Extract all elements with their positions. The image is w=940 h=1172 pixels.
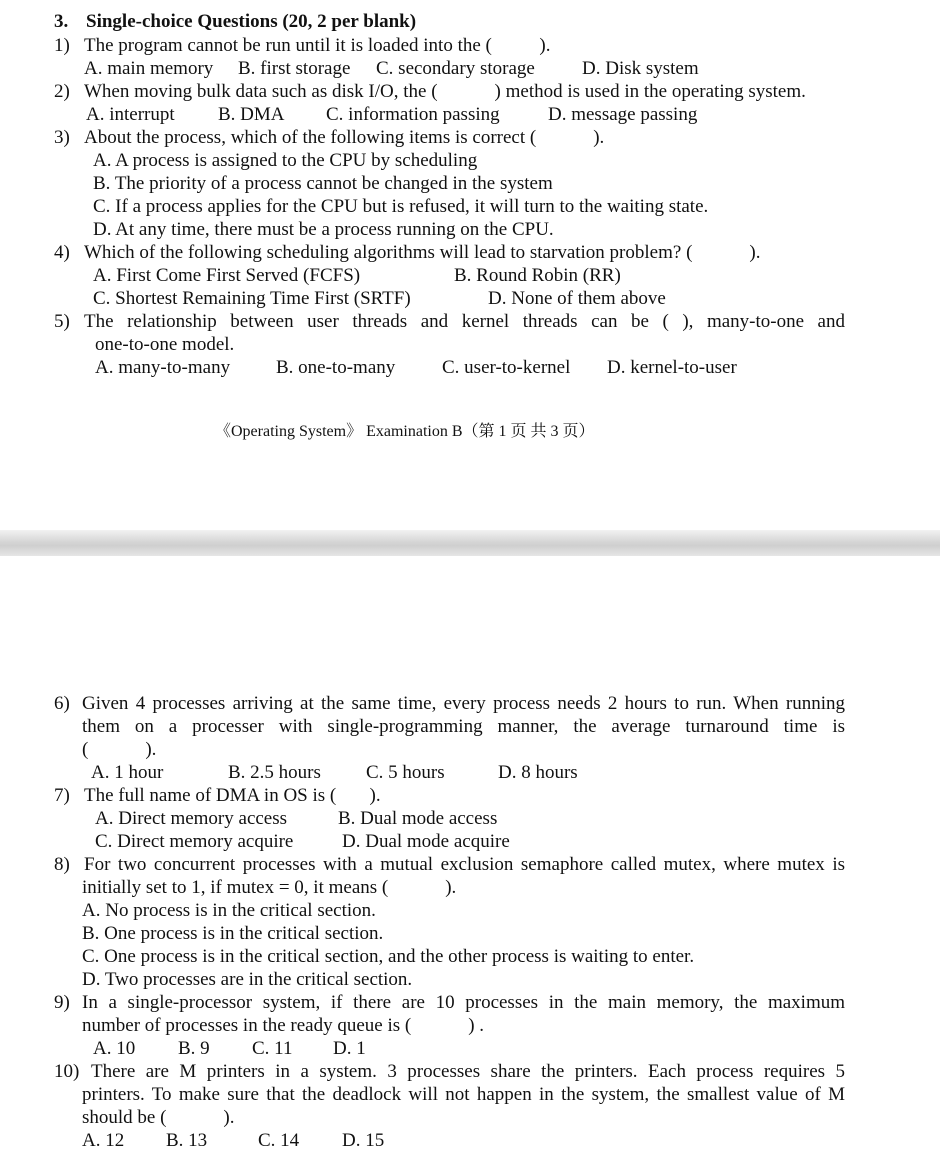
option-c: C. 11 [252,1038,293,1059]
question-text: When moving bulk data such as disk I/O, the ( ) method is used in the operating system. [84,81,806,102]
question-text-cont: ( ). [82,739,157,760]
option-d: D. At any time, there must be a process running on the CPU. [93,219,554,240]
question-text-cont: them on a processer with single-programming manner, the average turnaround time is [82,716,845,737]
option-a: A. main memory [84,58,214,79]
question-number: 6) [54,693,70,714]
question-text-cont: number of processes in the ready queue is ( ) . [82,1015,485,1036]
question-text: The program cannot be run until it is loaded into the ( ). [84,35,551,56]
question-text: For two concurrent processes with a mutual exclusion semaphore called mutex, where mutex is [84,854,845,875]
option-d: D. Disk system [582,58,699,79]
option-d: D. Dual mode acquire [342,831,510,852]
option-b: B. The priority of a process cannot be changed in the system [93,173,553,194]
question-number: 3) [54,127,70,148]
option-c: C. Shortest Remaining Time First (SRTF) [93,288,411,309]
question-number: 4) [54,242,70,263]
page-footer: 《Operating System》 Examination B（第 1 页 共 3 页） [215,423,595,440]
question-text: There are M printers in a system. 3 processes share the printers. Each process requires 5 [91,1061,845,1082]
option-b: B. one-to-many [276,357,396,378]
question-text-cont: initially set to 1, if mutex = 0, it means ( ). [82,877,457,898]
option-c: C. user-to-kernel [442,357,571,378]
option-b: B. DMA [218,104,285,125]
exam-page-1 [0,0,940,530]
question-text-cont: one-to-one model. [95,334,235,355]
question-text: In a single-processor system, if there are 10 processes in the main memory, the maximum [82,992,845,1013]
option-a: A. interrupt [86,104,175,125]
question-text-cont: should be ( ). [82,1107,235,1128]
option-c: C. 14 [258,1130,300,1151]
question-number: 2) [54,81,70,102]
option-d: D. Two processes are in the critical section. [82,969,413,990]
option-d: D. 15 [342,1130,385,1151]
option-a: A. 12 [82,1130,125,1151]
option-c: C. One process is in the critical section, and the other process is waiting to enter. [82,946,695,967]
option-a: A. No process is in the critical section. [82,900,376,921]
option-c: C. If a process applies for the CPU but is refused, it will turn to the waiting state. [93,196,709,217]
option-b: B. first storage [238,58,351,79]
question-text: About the process, which of the following items is correct ( ). [84,127,605,148]
exam-page-2 [0,556,940,1172]
option-c: C. information passing [326,104,500,125]
option-d: D. 1 [333,1038,366,1059]
section-number: 3. [54,11,69,32]
option-a: A. 1 hour [91,762,164,783]
question-text: Which of the following scheduling algorithms will lead to starvation problem? ( ). [84,242,761,263]
option-a: A. many-to-many [95,357,231,378]
option-b: B. 2.5 hours [228,762,321,783]
option-d: D. 8 hours [498,762,578,783]
option-a: A. First Come First Served (FCFS) [93,265,361,286]
question-text-cont: printers. To make sure that the deadlock will not happen in the system, the smallest value of M [82,1084,845,1105]
question-number: 5) [54,311,70,332]
section-title: Single-choice Questions (20, 2 per blank) [86,11,417,32]
option-a: A. Direct memory access [95,808,288,829]
option-a: A. 10 [93,1038,136,1059]
question-number: 8) [54,854,70,875]
page-separator [0,530,940,556]
option-c: C. 5 hours [366,762,445,783]
option-d: D. None of them above [488,288,666,309]
option-d: D. message passing [548,104,698,125]
question-number: 10) [54,1061,80,1082]
question-text: Given 4 processes arriving at the same time, every process needs 2 hours to run. When running [82,693,845,714]
option-c: C. secondary storage [376,58,535,79]
option-b: B. Round Robin (RR) [454,265,621,286]
option-b: B. 13 [166,1130,208,1151]
option-d: D. kernel-to-user [607,357,737,378]
question-number: 9) [54,992,70,1013]
option-b: B. One process is in the critical section. [82,923,384,944]
question-text: The relationship between user threads and kernel threads can be ( ), many-to-one and [84,311,845,332]
question-number: 1) [54,35,70,56]
option-b: B. 9 [178,1038,210,1059]
question-text: The full name of DMA in OS is ( ). [84,785,381,806]
option-b: B. Dual mode access [338,808,498,829]
option-a: A. A process is assigned to the CPU by scheduling [93,150,478,171]
option-c: C. Direct memory acquire [95,831,294,852]
question-number: 7) [54,785,70,806]
